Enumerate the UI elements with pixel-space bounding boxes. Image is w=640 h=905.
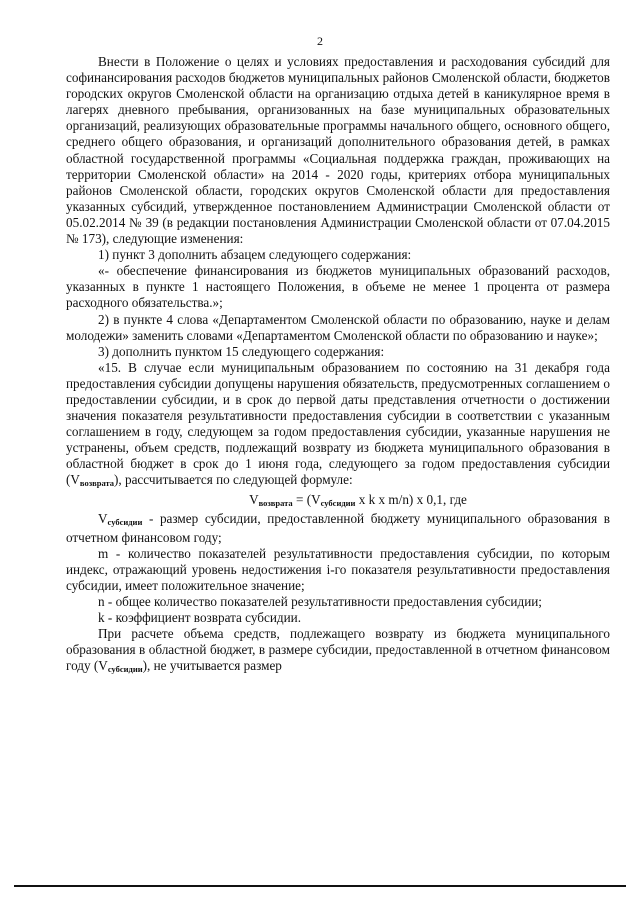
item-3-quote-text: «15. В случае если муниципальным образованием по состоянию на 31 декабря года предоставления субсидии допущены нарушения обязательств, предусмотренных соглашением о предоставлении субсидии, и в срок до первой даты представления отчетности о достижении значения показателя результативности предоставления субсидии в соответствии с указанным соглашением в году, следующем за годом предоставления субсидии, указанные нарушения не устранены, объем средств, подлежащий возврату из бюджета муниципального образования в областной бюджет в срок до 1 июня года, следующего за годом предоставления субсидии (V [66,359,610,488]
intro-paragraph: Внести в Положение о целях и условиях предоставления и расходования субсидий для софинансирования расходов бюджетов муниципальных районов Смоленской области, бюджетов городских округов Смоленской области на организацию отдыха детей в каникулярное время в лагерях дневного пребывания, организованных на базе муниципальных образовательных организаций, реализующих образовательные программы начального общего, основного общего, среднего общего образования, и организаций дополнительного образования детей, в рамках областной государственной программы «Социальная поддержка граждан, проживающих на территории Смоленской области» на 2014 - 2020 годы, критериях отбора муниципальных районов Смоленской области, городских округов Смоленской области для предоставления указанных субсидий, утвержденное постановлением Администрации Смоленской области от 05.02.2014 № 39 (в редакции постановления Администрации Смоленской области от 07.04.2015 № 173), следующие изменения: [66,54,610,247]
subscript-vozvrata: возврата [79,478,114,489]
document-body [66,54,610,678]
bottom-rule [14,885,626,887]
item-3: 3) дополнить пунктом 15 следующего содержания: [98,343,385,359]
formula-mid: = (V [292,491,321,507]
formula-lhs-sub: возврата [258,497,293,508]
last-paragraph-text: При расчете объема средств, подлежащего возврату из бюджета муниципального образования в областной бюджет, в размере субсидии, предоставленной в отчетном финансовом году (V [66,626,610,674]
definition-v [66,511,610,546]
item-2: 2) в пункте 4 слова «Департаментом Смоленской области по образованию, науке и делам молодежи» заменить словами «Департаментом Смоленской области по образованию и науке»; [66,311,610,343]
item-3-quote-text-end: ), рассчитывается по следующей формуле: [114,472,353,488]
item-1-quote: «- обеспечение финансирования из бюджетов муниципальных образований расходов, указанных в пункте 1 настоящего Положения, в объеме не менее 1 процента от размера расходного обязательства.»; [66,263,610,311]
last-paragraph-sub: субсидии [107,664,143,675]
item-3-quote [66,360,610,492]
last-paragraph-text-end: ), не учитывается размер [142,658,282,674]
item-1: 1) пункт 3 дополнить абзацем следующего содержания: [98,247,412,263]
definition-v-symbol: V [98,510,108,526]
last-paragraph [66,626,610,677]
formula [66,492,610,511]
page-number: 2 [317,34,323,48]
definition-n: n - общее количество показателей результативности предоставления субсидии; [98,594,542,610]
definition-m: m - количество показателей результативности предоставления субсидии, по которым индекс, отражающий уровень недостижения i-го показателя результативности предоставления субсидии, имеет положительное значение; [66,545,610,593]
formula-rhs: x k x m/n) x 0,1, где [355,491,467,507]
definition-k: k - коэффициент возврата субсидии. [98,610,301,626]
definition-v-sub: субсидии [107,516,143,527]
definition-v-text: - размер субсидии, предоставленной бюджету муниципального образования в отчетном финансовом году; [66,510,610,545]
formula-lhs: V [249,491,259,507]
formula-mid-sub: субсидии [320,497,356,508]
